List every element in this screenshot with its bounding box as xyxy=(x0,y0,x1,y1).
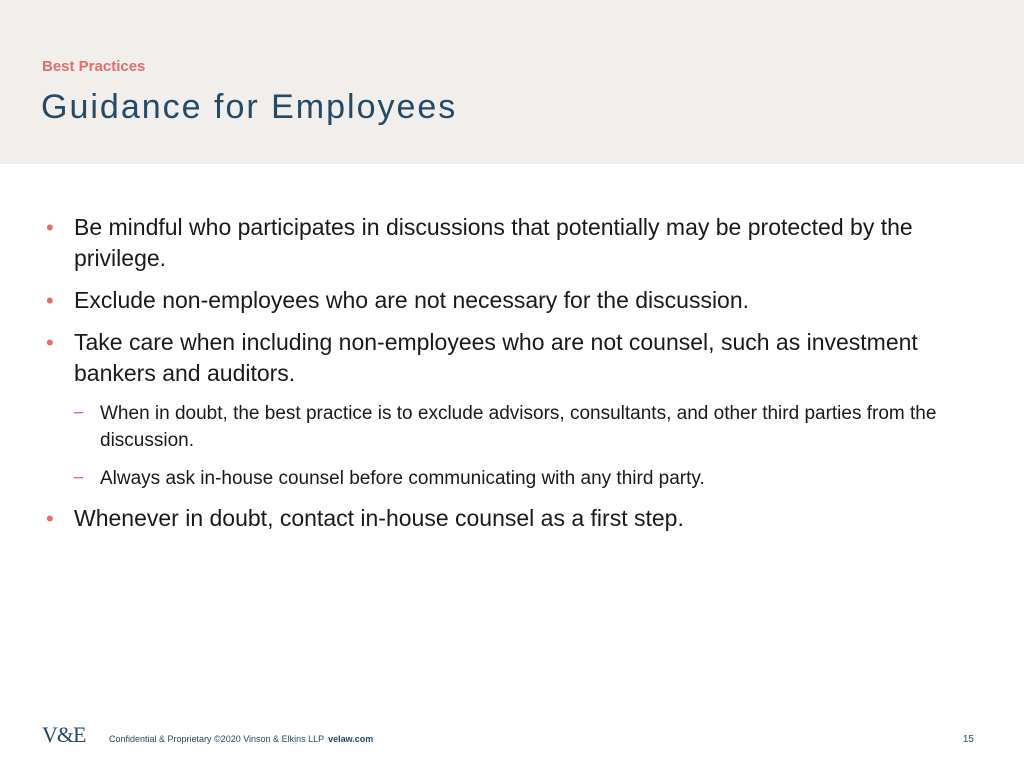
bullet-text: Be mindful who participates in discussions that potentially may be protected by the privilege. xyxy=(74,214,913,271)
bullet-text: Take care when including non-employees who are not counsel, such as investment bankers and auditors. xyxy=(74,329,918,386)
bullet-text: Whenever in doubt, contact in-house counsel as a first step. xyxy=(74,505,684,531)
section-eyebrow: Best Practices xyxy=(42,58,146,75)
sub-bullet-item xyxy=(40,465,970,492)
page-title: Guidance for Employees xyxy=(41,88,458,126)
bullet-item xyxy=(40,212,970,274)
company-logo: V&E xyxy=(42,722,86,747)
bullet-item xyxy=(40,327,970,389)
footer-confidential-text: Confidential & Proprietary ©2020 Vinson & Elkins LLP xyxy=(109,734,325,744)
bullet-item xyxy=(40,503,970,534)
sub-bullet-text: Always ask in-house counsel before communicating with any third party. xyxy=(100,468,705,489)
bullet-icon: • xyxy=(46,215,54,240)
bullet-item xyxy=(40,285,970,316)
sub-bullet-item xyxy=(40,400,970,454)
dash-icon: − xyxy=(73,468,85,489)
header-band xyxy=(0,0,1024,164)
bullet-text: Exclude non-employees who are not necessary for the discussion. xyxy=(74,287,750,313)
footer-legal xyxy=(109,734,373,744)
bullet-icon: • xyxy=(46,506,54,531)
content-list xyxy=(40,212,970,545)
bullet-icon: • xyxy=(46,330,54,355)
bullet-icon: • xyxy=(46,288,54,313)
sub-bullet-text: When in doubt, the best practice is to exclude advisors, consultants, and other third parties from the discussion. xyxy=(100,403,937,451)
footer-website-link[interactable]: velaw.com xyxy=(328,734,374,744)
dash-icon: − xyxy=(73,403,85,424)
page-number: 15 xyxy=(962,734,974,745)
